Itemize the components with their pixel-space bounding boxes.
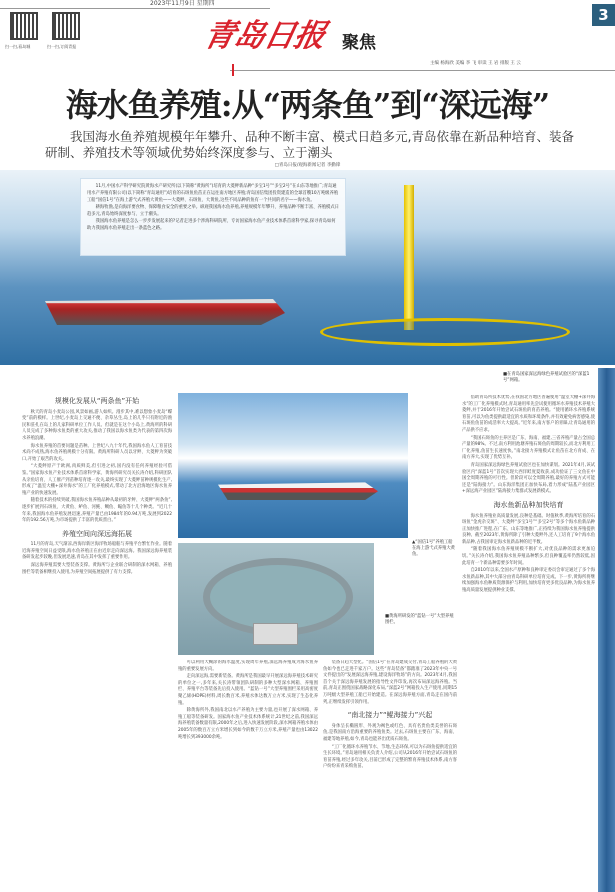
- paragraph: 海水鱼养殖的首要问题是苗种。上世纪八九十年代,我国海水鱼人工育苗技术尚不成熟,海水鱼养殖规模十分有限。黄海所科研人员以牙鲆、大菱鲆为突破口,开始了艰苦的攻关。: [22, 443, 172, 462]
- photo-breeding-ship: [178, 393, 408, 538]
- headline: 海水鱼养殖:从“两条鱼”到“深远海”: [65, 86, 550, 124]
- logo-accent: [232, 64, 234, 76]
- paragraph: 除黄海所外,我国南北以水产养殖为主要力量,也开展了深水网箱、养殖工船等装备研发。国家海水鱼产业技术体系统计,21世纪之前,我国深远海养殖装备数量有限,2000年之后,进入快速发展阶段,深水网箱养殖水体由2005年的数百万立方米增长到如今的数千万立方米,养殖产量也由13022吨增长到393000余吨。: [178, 708, 318, 740]
- top-rule: [0, 8, 270, 9]
- paragraph: 身体呈长椭圆形、外观为褐色或红色、具有名贵鱼类美誉的石斑鱼,是我国南方沿海重要的养殖鱼类。过去,石斑鱼主要在广东、海南、福建等地养殖,如今,青岛也能养出优质石斑鱼。: [323, 723, 457, 742]
- lead-paragraph: 我国海水鱼养殖是怎么一步步发展起来的?记者走进多个涉海科研院所、专访国家海水鱼产业技术体系首席科学家,探寻青岛如何助力我国海水鱼养殖走出一条蓝色之路。: [87, 219, 336, 231]
- qr-label: 扫一扫,订阅青报: [47, 44, 77, 49]
- cage-caption: ■黄海所研发的“蓝钻一号”大型养殖围栏。: [385, 614, 454, 625]
- newspaper-logo: 青岛日报: [200, 18, 329, 54]
- column-left: [22, 392, 172, 890]
- paragraph: 借助青岛所技术优势,在我国北方地区普遍使用“温室大棚+深井海水”的工厂化养殖模式时,青岛通用率先尝试使用循环水养殖技术养殖大菱鲆,并于2016年开始尝试石斑鱼的育苗养殖。“使用循环水养殖系统育苗,可以为鱼类提供最适宜的水质和环境条件,并有效避免病害感染,使石斑鱼鱼苗的成活率大大提高。”近年来,南方客户的青睐,让青岛通用的产品供不应求。: [462, 395, 595, 433]
- page-number-badge: 3: [592, 4, 615, 26]
- paragraph: 海水鱼养殖业高质量发展,良种是基础。时值秋季,黄海所培育的石斑鱼“金虎杂交斑”、大菱鲆“多宝1号”“多宝2号”等多个海水鱼新品种正加快推广进程,在广东、山东等地推广,正持续为我国海水鱼养殖提供良种。截至2023年,黄海所除了引种大菱鲆外,还人工培育了9个海水鱼新品种,占我国审定海水鱼新品种的近半数。: [462, 513, 595, 545]
- paragraph: “工厂化循环水养殖节水、节地,生态环保,可以为石斑鱼提供适宜的生长环境。”青岛通用相关负责人介绍,公司从2016年开始尝试石斑鱼的育苗养殖,经过多年攻关,目前已形成了完整的繁育养殖技术体系,南方客户纷纷来青采购鱼苗。: [323, 744, 457, 770]
- photo-ring-cage: [178, 543, 374, 655]
- decorative-sea-strip: [598, 368, 615, 892]
- subheadline: 我国海水鱼养殖规模年年攀升、品种不断丰富、模式日趋多元,青岛依靠在新品种培育、装备研制、养殖技术等领域优势始终深度参与、立于潮头: [45, 129, 574, 160]
- paragraph: 秋天的青岛小麦岛公园,风景如画,游人如织。漫步其中,难以想象小麦岛“蝶变”前的模样。上世纪,小麦岛上交通不便、杂草丛生,岛上的几乎只有附近的渔民和驻扎在岛上的几家科研单位工作人员。但就是在这个小岛上,黄海所的科研人员完成了多种海水鱼类的重大攻关,推动了我国以海水鱼类为代表的第四次海水养殖浪潮。: [22, 409, 172, 441]
- column-middle-1: [178, 660, 318, 890]
- paragraph: 深远海养殖需要大型装备支撑。黄海所与企业联合研制的深水网箱、养殖围栏等装备相继投入使用,为养殖空间拓展提供了有力支撑。: [22, 563, 172, 575]
- hero-photo-cage-tower: [404, 185, 414, 330]
- column-middle-2: [323, 660, 457, 890]
- paragraph: 装备日趋大型化。“国信1号”在青岛建成交付,青岛工船养殖的大黄鱼如今也已走进千家万户。这些“青岛装备”都踏准了2023年中央一号文件提出的“发展深远海养殖,建设海洋牧场”的方向。2023年4月,我国首个关于深远海养殖发展的指导性文件印发,再次布局深远海养殖。当前,青岛正围绕国家战略深化布局,“深蓝2号”网箱投入生产使用,同期15万吨级大型养殖工船已开始建造。在深远海养殖方面,青岛走在国内前列,正继续发挥引领作用。: [323, 660, 457, 705]
- section-heading: 规模化发展从“两条鱼”开始: [54, 397, 140, 405]
- column-right: [462, 395, 595, 890]
- lead-paragraph: 耕海牧渔,是向海洋要食物、保障粮食安全的重要之举。纵观我国海水鱼养殖,养殖规模年年攀升、养殖品种不断丰富、养殖模式日趋多元,青岛始终深度参与、立于潮头。: [87, 205, 339, 217]
- section-heading: 海水鱼新品种加快培育: [493, 500, 564, 509]
- paragraph: 11月的青岛,天气渐凉,西海岸新区海洋牧场船舶与养殖平台繁忙作业。随着近海养殖空间日益受限,海水鱼养殖正在由近岸走向深远海。我国深远海养殖装备研发起步较晚,但发展迅速,青岛在其中发挥了重要作用。: [22, 542, 172, 561]
- paragraph: “随着我国海水鱼养殖规模不断扩大,对优良品种的需求更加迫切。”关长涛介绍,我国海水鱼养殖品种繁多,但良种覆盖率仍然较低,因此培育一个新品种需要多年时间。: [462, 547, 595, 566]
- paragraph: 随着技术的持续突破,我国海水鱼养殖品种从最初的牙鲆、大菱鲆“两条鱼”,逐步扩展到石斑鱼、大黄鱼、鲈鱼、河鲀、鲷鱼、鳎鱼等十几个种类。“近几十年来,我国海水鱼养殖发展迅速,养殖产量已由1984年的0.94万吨,发展到2022年的192.56万吨,为市场提供了丰富的优质蛋白。”: [22, 498, 172, 524]
- hero-photo-cage-ring: [320, 318, 570, 346]
- paragraph: “我国石斑鱼的主养区是广东、海南、福建,三省养殖产量占全国总产量的98%。不过,南方利用池塘养殖石斑鱼的周期较长,而北方利用工厂化养殖,鱼苗生长速度快。”南北接力养殖模式让鱼苗在北方育成、在南方养大,实现了优势互补。: [462, 435, 595, 461]
- paragraph: “大菱鲆原产于欧洲,肉质鲜美,但引进之初,国内没有任何养殖经验可借鉴。”国家海水鱼产业技术体系首席科学家、黄海所研究员关长涛介绍,科研团队从亲鱼培育、人工催产到苗种培育逐一攻关,最终实现了大菱鲆苗种规模化生产,形成了“温室大棚+深井海水”的工厂化养殖模式,带动了北方沿海地区海水鱼养殖产业的快速发展。: [22, 464, 172, 496]
- paragraph: 青岛国家深远海绿色养殖试验区也在加快谋划。2021年4月,该试验区内“深蓝1号”首次实现大西洋鲑度夏收获,成功验证了三文鱼在中国全周期养殖的可行性。但阶段可以全周期养殖,最好的养殖方式可能还是“陆海接力”。山东海洋集团正加快布局,着力形成“陆基产业园区+深远海产业园区”陆海接力集群式发展新模式。: [462, 462, 595, 495]
- section-heading: “南北接力”“鲲海接力”兴起: [347, 711, 433, 720]
- hero-caption: ■在青岛国家深远海绿色养殖试验区的“深蓝1号”网箱。: [503, 372, 590, 383]
- paragraph: 可以利用大糊涂的海水温度,实现周年养殖,深远海养殖成为海水鱼养殖的重要发展方向。: [178, 660, 318, 672]
- lead-box: [80, 178, 346, 256]
- paragraph: 走向深远海,需要新装备。黄海所是我国最早开展深远海养殖技术研究的单位之一,多年来,关长涛带领团队研制的多种大型深水网箱、养殖围栏、养殖平台等装备先后投入使用。“蓝钻一号”大型养殖围栏采用高密度聚乙烯(HDPE)材料,周长数百米,养殖水体达数万立方米,实现了生态化养殖。: [178, 674, 318, 706]
- paragraph: 自2010年以来,全国水产原种和良种审定委员会审定通过了多个海水鱼新品种,其中大部分由青岛科研单位培育完成。下一步,黄海所将继续加强海水鱼种质资源保护与利用,加快培育更多优良品种,为海水鱼养殖高质量发展提供种业支撑。: [462, 568, 595, 594]
- qr-label: 扫一扫,看岛城: [5, 44, 31, 49]
- editorial-staff: 主编 杨海欣 美编 李 飞 审读 王 岩 排版 王 云: [430, 61, 521, 66]
- header-rule: [230, 70, 615, 71]
- qr-code-icon: [10, 12, 38, 40]
- qr-code-icon: [52, 12, 80, 40]
- byline: □青岛日报/观海新闻记者 李勤锋: [274, 163, 341, 168]
- lead-paragraph: 11月,中国水产科学研究院黄海水产研究所(以下简称“黄海所”)培育的大菱鲆新品种“多宝1号”“多宝2号”在山东等地推广;青岛通用水产养殖有限公司(以下简称“青岛通用”)培育的石斑鱼鱼苗正在运往南方地区养殖;青岛国信集团投资建造的全球首艘10万吨级养殖工船“国信1号”在海上游弋式养殖大黄鱼——大菱鲆、石斑鱼、大黄鱼,这些不同品种的鱼有一个共同的名字——海水鱼。: [87, 184, 339, 203]
- issue-date: 2023年11月9日 星期四: [150, 0, 215, 7]
- section-heading: 养殖空间向深远海拓展: [62, 529, 132, 538]
- ship-caption: ▲“国信1号”养殖工船在海上游弋式养殖大黄鱼。: [412, 540, 455, 557]
- section-name: 聚焦: [342, 33, 376, 53]
